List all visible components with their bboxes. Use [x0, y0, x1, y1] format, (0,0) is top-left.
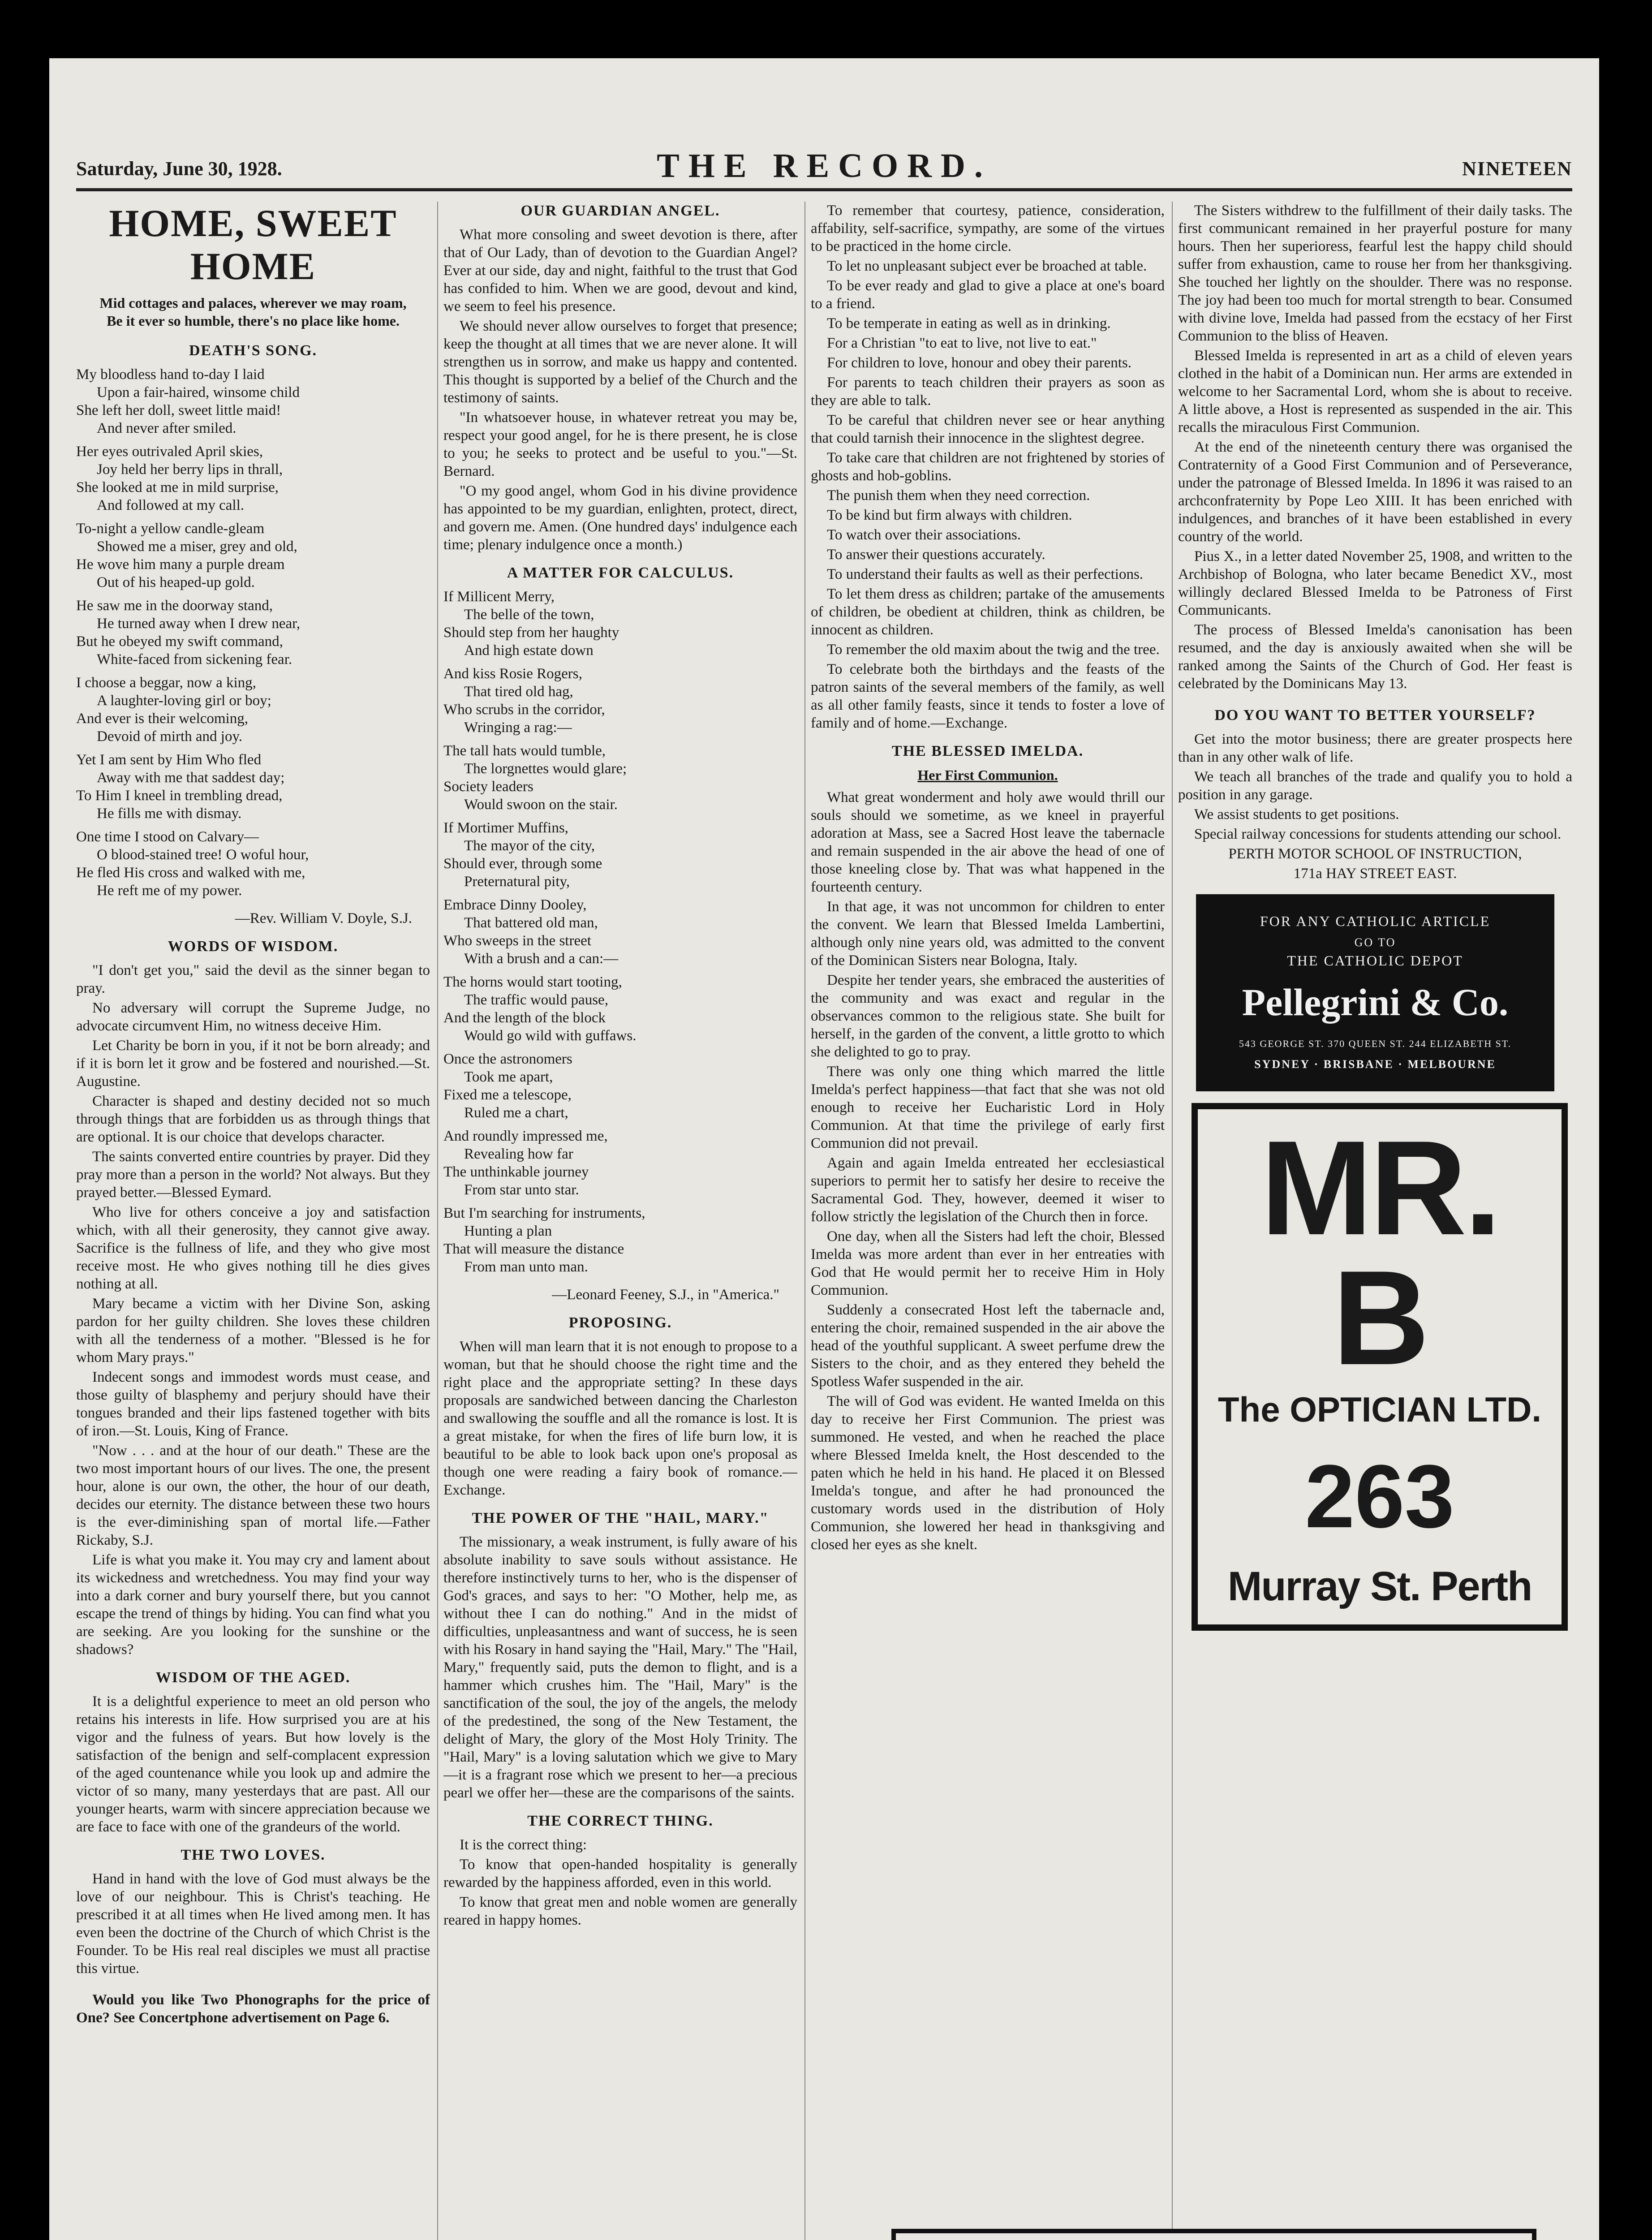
paragraph: To take care that children are not frightened by stories of ghosts and hob-goblins. [811, 450, 1165, 484]
article-body-guardian-angel [443, 226, 797, 554]
pellegrini-cities: SYDNEY · BRISBANE · MELBOURNE [1254, 1058, 1496, 1071]
poem-line: With a brush and a can:— [464, 951, 619, 967]
poem-line: Preternatural pity, [464, 874, 570, 890]
poem-line: The tall hats would tumble, [443, 743, 606, 759]
poem-deaths-song [76, 366, 430, 905]
paragraph: To be kind but firm always with children. [827, 507, 1072, 523]
poem-line: If Mortimer Muffins, [443, 820, 568, 836]
article-heading-blessed-imelda: THE BLESSED IMELDA. [891, 743, 1084, 759]
poem-line: The belle of the town, [464, 607, 594, 623]
poem-line: From man unto man. [464, 1259, 588, 1275]
article-heading-hail-mary: THE POWER OF THE "HAIL, MARY." [472, 1510, 769, 1526]
poem-line: To-night a yellow candle-gleam [76, 521, 265, 537]
poem-line: Her eyes outrivaled April skies, [76, 444, 263, 460]
paragraph: One day, when all the Sisters had left the choir, Blessed Imelda was more ardent than ever in her entreaties with God that He would permit her to receive Him in Holy Communion. [811, 1228, 1165, 1298]
article-body-correct-thing-cont [811, 202, 1165, 732]
paragraph: "O my good angel, whom God in his divine providence has appointed to be my guardian, enlighten, protect, direct, and govern me. Amen. (One hundred days' indulgence each time; plenary indulgence once a month.) [443, 483, 797, 553]
column-1 [76, 202, 430, 2240]
column-divider [437, 202, 438, 2240]
newspaper-page [49, 58, 1599, 2240]
poem-signature: —Leonard Feeney, S.J., in "America." [552, 1287, 779, 1303]
article-body-words-of-wisdom [76, 961, 430, 1658]
article-heading-deaths-song: DEATH'S SONG. [189, 342, 318, 359]
poem-line: My bloodless hand to-day I laid [76, 366, 265, 383]
poem-line: Would go wild with guffaws. [464, 1028, 637, 1044]
article-heading-calculus: A MATTER FOR CALCULUS. [507, 564, 734, 581]
paragraph: For a Christian "to eat to live, not live to eat." [827, 335, 1097, 351]
paragraph: Special railway concessions for students attending our school. [1194, 826, 1562, 842]
paragraph: It is the correct thing: [460, 1837, 587, 1853]
section-title-home: HOME, SWEET HOME [109, 202, 397, 288]
paragraph: We should never allow ourselves to forget that presence; keep the thought at all times that we are never alone. It will strengthen us in sorrow, and make us happy and contented. This thought is supported by a belief of the Church and the testimony of saints. [443, 318, 797, 406]
poem-line: O blood-stained tree! O woful hour, [97, 847, 309, 863]
poem-signature: —Rev. William V. Doyle, S.J. [235, 910, 412, 926]
paragraph: To be careful that children never see or hear anything that could tarnish their innocence in the slightest degree. [811, 412, 1165, 446]
poem-line: Ruled me a chart, [464, 1105, 568, 1121]
paragraph: To know that open-handed hospitality is generally rewarded by the happiness afforded, even in this world. [443, 1857, 797, 1891]
paragraph: To remember that courtesy, patience, consideration, affability, self-sacrifice, sympathy, are some of the virtues to be practiced in the home circle. [811, 202, 1165, 254]
poem-line: And never after smiled. [97, 420, 237, 436]
paragraph: Blessed Imelda is represented in art as a child of eleven years clothed in the habit of a Dominican nun. Her arms are extended in welcome to her Sacramental Lord, whom she is about to receive. A little above, a Host is represented as suspended in the air. This recalls the miraculous First Communion. [1178, 348, 1572, 435]
poem-line: The mayor of the city, [464, 838, 595, 854]
poem-line: White-faced from sickening fear. [97, 651, 293, 668]
paragraph: Get into the motor business; there are greater prospects here than in any other walk of life. [1178, 731, 1572, 765]
poem-line: Took me apart, [464, 1069, 553, 1085]
paragraph: Pius X., in a letter dated November 25, 1908, and written to the Archbishop of Bologna, who later became Benedict XV., most willingly declared Blessed Imelda to be Patroness of First Communicants. [1178, 548, 1572, 618]
article-body-imelda-start [811, 788, 1165, 1554]
poem-line: I choose a beggar, now a king, [76, 675, 256, 691]
paragraph: To celebrate both the birthdays and the feasts of the patron saints of the several members of the family, as well as all other family feasts, since it tends to foster a love of family and of home.—Exchange. [811, 661, 1165, 731]
column-divider [804, 202, 805, 2240]
poem-line: Society leaders [443, 779, 533, 795]
paragraph: The punish them when they need correction. [827, 487, 1090, 504]
poem-line: Should step from her haughty [443, 625, 620, 641]
poem-line: She left her doll, sweet little maid! [76, 402, 281, 418]
poem-line: The unthinkable journey [443, 1164, 589, 1180]
poem-line: He reft me of my power. [97, 883, 242, 899]
poem-line: One time I stood on Calvary— [76, 829, 259, 845]
poem-line: And ever is their welcoming, [76, 711, 248, 727]
paragraph: Despite her tender years, she embraced the austerities of the community and was exact and regular in the observances common to the religious state. She built for herself, in the garden of the convent, a little grotto to which she delighted to go to pray. [811, 972, 1165, 1060]
poem-line: And high estate down [464, 642, 594, 659]
pellegrini-addresses: 543 GEORGE ST. 370 QUEEN ST. 244 ELIZABETH ST. [1239, 1038, 1512, 1049]
ad-heading-better-yourself: DO YOU WANT TO BETTER YOURSELF? [1214, 707, 1536, 724]
ad-body-motor-school [1178, 730, 1572, 843]
ad-pellegrini [1196, 894, 1554, 1091]
paragraph: We teach all branches of the trade and qualify you to hold a position in any garage. [1178, 769, 1572, 803]
paragraph: At the end of the nineteenth century there was organised the Contraternity of a Good First Communion and of Perseverance, under the patronage of Blessed Imelda. In 1896 it was raised to an archconfraternity by Pope Leo XIII. It has been enriched with indulgences, and branches of it have been established in every country of the world. [1178, 439, 1572, 545]
article-body-correct-thing-start [443, 1836, 797, 1929]
poem-line: Should ever, through some [443, 856, 602, 872]
paragraph: When will man learn that it is not enough to propose to a woman, but that he should choose the right time and the right place and the appropriate setting? In these days proposals are sandwiched between dancing the Charleston and swallowing the souffle and all the romance is lost. It is a great mistake, for when the fires of life burn low, it is beautiful to be able to look back upon one's proposal as though one were reading a fairy book of romance.—Exchange. [443, 1339, 797, 1498]
column-2 [443, 202, 797, 2240]
paragraph: To remember the old maxim about the twig and the tree. [827, 642, 1160, 658]
poem-line: And the length of the block [443, 1010, 606, 1026]
paragraph: To be ever ready and glad to give a place at one's board to a friend. [811, 278, 1165, 312]
poem-line: But he obeyed my swift command, [76, 633, 283, 650]
poem-line: Who scrubs in the corridor, [443, 702, 605, 718]
paragraph: Again and again Imelda entreated her ecclesiastical superiors to permit her to satisfy her desire to receive the Sacramental God. They, however, deemed it wiser to follow strictly the legislation of the Church then in force. [811, 1155, 1165, 1225]
paragraph: The will of God was evident. He wanted Imelda on this day to receive her First Communion. The priest was summoned. He vested, and when he reached the place where Blessed Imelda knelt, the Host descended to the paten which he held in his hand. He placed it on Blessed Imelda's tongue, and after he had pronounced the customary words used in the distribution of Holy Communion, she lowered her head in thanksgiving and closed her eyes as she knelt. [811, 1393, 1165, 1553]
poem-line: But I'm searching for instruments, [443, 1205, 645, 1221]
paragraph: The Sisters withdrew to the fulfillment of their daily tasks. The first communicant remained in her prayerful posture for many hours. Then her superioress, fearful lest the happy child should suffer from exhaustion, came to rouse her from her thanksgiving. She touched her lightly on the shoulder. There was no response. The joy had been too much for mortal strength to bear. Consumed with divine love, Imelda had passed from the ecstacy of her First Communion to the bliss of Heaven. [1178, 202, 1572, 344]
article-heading-correct-thing: THE CORRECT THING. [527, 1813, 714, 1829]
motor-school-address: 171a HAY STREET EAST. [1293, 866, 1457, 882]
poem-line: If Millicent Merry, [443, 589, 555, 605]
poem-line: Devoid of mirth and joy. [97, 728, 243, 745]
poem-line: From star unto star. [464, 1182, 579, 1198]
poem-line: Who sweeps in the street [443, 933, 591, 949]
paragraph: Let Charity be born in you, if it not be born already; and if it is born let it grow and be fostered and nourished.—St. Augustine. [76, 1038, 430, 1090]
paragraph: To be temperate in eating as well as in drinking. [827, 315, 1111, 332]
article-body-imelda-cont [1178, 202, 1572, 693]
poem-line: He wove him many a purple dream [76, 556, 285, 573]
section-subtitle [76, 294, 430, 330]
paragraph: To know that great men and noble women are generally reared in happy homes. [443, 1894, 797, 1928]
paragraph: "In whatsoever house, in whatever retreat you may be, respect your good angel, for he is there present, he is close to you; he seeks to protect and be useful to you."—St. Bernard. [443, 409, 797, 479]
paragraph: To understand their faults as well as their perfections. [827, 566, 1144, 582]
poem-line: The horns would start tooting, [443, 974, 622, 990]
mrb-company: The OPTICIAN LTD. [1217, 1390, 1542, 1429]
column-divider [1172, 202, 1173, 2240]
mrb-street: Murray St. Perth [1227, 1564, 1532, 1609]
poem-line: Wringing a rag:— [464, 719, 572, 736]
poem-line: That will measure the distance [443, 1241, 624, 1257]
poem-line: To Him I kneel in trembling dread, [76, 788, 283, 804]
article-body-proposing [443, 1338, 797, 1499]
article-heading-words-of-wisdom: WORDS OF WISDOM. [168, 938, 339, 955]
poem-line: The lorgnettes would glare; [464, 761, 627, 777]
article-body-hail-mary [443, 1533, 797, 1802]
ad-mr-b-optician [1192, 1103, 1568, 1631]
paragraph: "Now . . . and at the hour of our death." These are the two most important hours of our lives. The one, the present hour, alone is our own, the other, the hour of our death, decides our eternity. The distance between these two hours is the ever-diminishing span of mortal life.—Father Rickaby, S.J. [76, 1443, 430, 1548]
article-body-two-loves [76, 1870, 430, 1977]
paragraph: What more consoling and sweet devotion is there, after that of Our Lady, than of devotion to the Guardian Angel? Ever at our side, day and night, faithful to the trust that God has confided to him. When we are good, devout and kind, we seem to feel his presence. [443, 227, 797, 314]
paragraph: For parents to teach children their prayers as soon as they are able to talk. [811, 375, 1165, 409]
poem-line: Away with me that saddest day; [97, 770, 285, 786]
poem-line: He fills me with dismay. [97, 806, 242, 822]
poem-line: Yet I am sent by Him Who fled [76, 752, 262, 768]
paragraph: It is a delightful experience to meet an old person who retains his interests in life. How surprised you are at his vigor and the fulness of years. But how lovely is the satisfaction of the benign and self-complacent expression of the aged countenance while you look up and admire the victor of so many, many yesterdays that are past. All our younger hearts, warm with sincere appreciation because we are face to face with one of the grandeurs of the world. [76, 1693, 430, 1835]
paragraph: Mary became a victim with her Divine Son, asking pardon for her guilty children. She loves these children with all the tenderness of a mother. "Blessed is he for whom Mary prays." [76, 1296, 430, 1366]
poem-line: Upon a fair-haired, winsome child [97, 384, 300, 401]
issue-date: Saturday, June 30, 1928. [76, 158, 282, 180]
poem-line: That tired old hag, [464, 684, 573, 700]
ad-falco-sprite [891, 2229, 1536, 2240]
paragraph: In that age, it was not uncommon for children to enter the convent. We learn that Blessed Imelda Lambertini, although only nine years old, was admitted to the convent of the Dominican Sisters near Bologna, Italy. [811, 899, 1165, 969]
paragraph: Indecent songs and immodest words must cease, and those guilty of blasphemy and perjury should have their tongues branded and their lips fastened together with bits of iron.—St. Louis, King of France. [76, 1369, 430, 1439]
article-subheading-imelda: Her First Communion. [917, 767, 1058, 783]
paragraph: The saints converted entire countries by prayer. Did they pray more than a person in the world? Not always. But they prayed better.—Blessed Eymard. [76, 1149, 430, 1201]
pellegrini-name: Pellegrini & Co. [1242, 981, 1509, 1024]
mrb-number: 263 [1305, 1447, 1454, 1546]
article-heading-wisdom-of-aged: WISDOM OF THE AGED. [155, 1669, 351, 1686]
paragraph: Suddenly a consecrated Host left the tabernacle and, entering the choir, remained suspended in the air above the head of the youthful supplicant. A sweet perfume drew the Sisters to the choir, and as they entered they beheld the Spotless Wafer suspended in the air. [811, 1302, 1165, 1390]
page-number: NINETEEN [1462, 158, 1572, 180]
subtitle-line: Be it ever so humble, there's no place like home. [107, 313, 400, 329]
poem-line: Revealing how far [464, 1146, 573, 1162]
masthead [76, 125, 1572, 191]
paragraph: Who live for others conceive a joy and satisfaction which, with all their generosity, they cannot give away. Sacrifice is the fullness of life, and they who give most receive most. He who gives nothing till he dies gives nothing at all. [76, 1204, 430, 1292]
motor-school-name: PERTH MOTOR SCHOOL OF INSTRUCTION, [1228, 846, 1522, 862]
poem-line: Hunting a plan [464, 1223, 552, 1239]
paragraph: To answer their questions accurately. [827, 547, 1045, 563]
paragraph: To watch over their associations. [827, 527, 1021, 543]
poem-line: She looked at me in mild surprise, [76, 479, 279, 495]
paragraph: There was only one thing which marred the little Imelda's perfect happiness—that fact that she was not old enough to receive her Eucharistic Lord in Holy Communion. At that time the privilege of early first Communion did not prevail. [811, 1064, 1165, 1151]
subtitle-line: Mid cottages and palaces, wherever we may roam, [99, 295, 407, 311]
paragraph: Life is what you make it. You may cry and lament about its wickedness and wretchedness. You may find your way into a dark corner and bury yourself there, but you cannot escape the trend of things by hiding. You can find what you are seeking. Are you looking for the sunshine or the shadows? [76, 1552, 430, 1658]
article-body-wisdom-of-aged [76, 1693, 430, 1836]
poem-line: The traffic would pause, [464, 992, 608, 1008]
paragraph: The process of Blessed Imelda's canonisation has been resumed, and the day is anxiously awaited when she will be ranked among the Saints of the Church of God. Her feast is celebrated by the Dominicans May 13. [1178, 622, 1572, 692]
poem-line: Out of his heaped-up gold. [97, 574, 255, 590]
paragraph: To let no unpleasant subject ever be broached at table. [827, 258, 1147, 274]
article-heading-guardian-angel: OUR GUARDIAN ANGEL. [521, 202, 720, 219]
poem-calculus [443, 588, 797, 1281]
paragraph: What great wonderment and holy awe would thrill our souls should we sometime, as we kneel in prayerful adoration at Mass, see a Sacred Host leave the tabernacle and remain suspended in the air above the head of one of those kneeling close by. That was what happened in the fourteenth century. [811, 789, 1165, 895]
mrb-name: MR. B [1261, 1112, 1499, 1393]
paragraph: The missionary, a weak instrument, is fully aware of his absolute inability to save souls without assistance. He therefore instinctively turns to her, who is the dispenser of God's graces, and says to her: "O Mother, help me, as without thee I can do nothing." And in the midst of difficulties, unpleasantness and want of success, he is seen with his Rosary in hand saying the "Hail, Mary." The "Hail, Mary," frequently said, puts the demon to flight, and is a hammer which crushes him. The "Hail, Mary" is the sanctification of the soul, the joy of the angels, the melody of the predestined, the song of the New Testament, the delight of Mary, the glory of the Most Holy Trinity. The "Hail, Mary" is a loving salutation which we give to Mary—it is a fragrant rose which we present to her—a precious pearl we offer her—these are the comparisons of the saints. [443, 1534, 797, 1801]
article-heading-two-loves: THE TWO LOVES. [181, 1847, 326, 1863]
paragraph: Character is shaped and destiny decided not so much through things that are forbidden us as through things that are optional. It is our choice that develops character. [76, 1093, 430, 1145]
paper-title: THE RECORD. [657, 147, 992, 185]
poem-line: Showed me a miser, grey and old, [97, 538, 297, 555]
paragraph: No adversary will corrupt the Supreme Judge, no advocate circumvent Him, no witness deceive Him. [76, 1000, 430, 1034]
paragraph: We assist students to get positions. [1194, 806, 1399, 823]
column-4 [1178, 202, 1572, 2240]
pellegrini-line: THE CATHOLIC DEPOT [1287, 952, 1463, 969]
paragraph: Hand in hand with the love of God must always be the love of our neighbour. This is Christ's teaching. He prescribed it at all times when He lived among men. It has even been the doctrine of the Church of which Christ is the Founder. To be His real real disciples we must all practise this virtue. [76, 1871, 430, 1977]
poem-line: Embrace Dinny Dooley, [443, 897, 587, 913]
poem-line: He fled His cross and walked with me, [76, 865, 305, 881]
poem-line: And kiss Rosie Rogers, [443, 666, 582, 682]
poem-line: He turned away when I drew near, [97, 616, 301, 632]
poem-line: He saw me in the doorway stand, [76, 598, 273, 614]
poem-line: A laughter-loving girl or boy; [97, 693, 271, 709]
poem-line: Joy held her berry lips in thrall, [97, 461, 283, 478]
article-heading-proposing: PROPOSING. [568, 1314, 672, 1331]
paragraph: To let them dress as children; partake of the amusements of children, be obedient at children, think as children, be innocent as children. [811, 586, 1165, 638]
poem-line: And followed at my call. [97, 497, 245, 513]
column-3 [811, 202, 1165, 2240]
poem-line: Once the astronomers [443, 1051, 572, 1067]
paragraph: "I don't get you," said the devil as the sinner began to pray. [76, 962, 430, 996]
poem-line: Would swoon on the stair. [464, 797, 618, 813]
poem-line: That battered old man, [464, 915, 598, 931]
paragraph: For children to love, honour and obey their parents. [827, 355, 1131, 371]
poem-line: Fixed me a telescope, [443, 1087, 572, 1103]
phonograph-notice: Would you like Two Phonographs for the price of One? See Concertphone advertisement on Page 6. [76, 1992, 430, 2026]
pellegrini-line: FOR ANY CATHOLIC ARTICLE [1260, 913, 1491, 929]
pellegrini-line: GO TO [1354, 936, 1396, 949]
poem-line: And roundly impressed me, [443, 1128, 608, 1144]
